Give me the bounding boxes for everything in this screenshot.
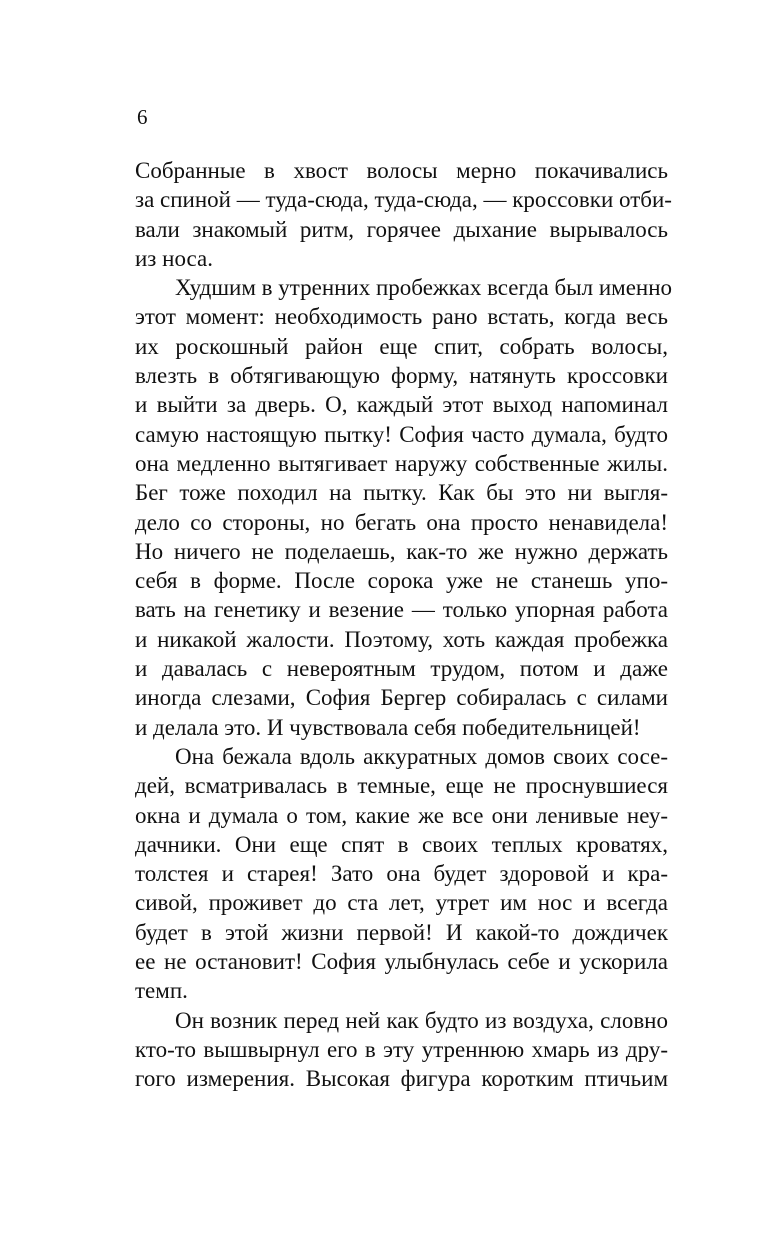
text-line: темп. — [135, 978, 188, 1004]
text-line: их роскошный район еще спит, собрать волосы, — [135, 333, 668, 359]
text-line: Собранные в хвост волосы мерно покачивались — [135, 158, 668, 183]
paragraph — [135, 156, 672, 273]
text-line: Худшим в утренних пробежках всегда был именно — [175, 275, 673, 301]
text-line: Но ничего не поделаешь, как-то же нужно держать — [135, 538, 668, 564]
text-line: ее не остановит! София улыбнулась себе и ускорила — [135, 949, 668, 975]
body-text — [135, 156, 673, 1094]
page-number: 6 — [137, 105, 148, 129]
text-line: кто-то вышвырнул его в эту утреннюю хмарь из дру- — [135, 1036, 668, 1062]
paragraph — [135, 273, 673, 742]
text-line: Она бежала вдоль аккуратных домов своих сосе- — [175, 743, 668, 769]
text-line: иногда слезами, София Бергер собиралась с силами — [135, 685, 668, 711]
text-line: будет в этой жизни первой! И какой-то дождичек — [135, 919, 668, 945]
text-line: сивой, проживет до ста лет, утрет им нос и всегда — [135, 890, 668, 916]
text-line: и делала это. И чувствовала себя победительницей! — [135, 714, 641, 740]
text-line: она медленно вытягивает наружу собственные жилы. — [135, 450, 668, 476]
text-line: вать на генетику и везение — только упорная работа — [135, 597, 668, 623]
text-line: дей, всматривалась в темные, еще не проснувшиеся — [135, 773, 668, 799]
paragraph — [135, 742, 668, 1006]
paragraph — [135, 1006, 668, 1094]
text-line: вали знакомый ритм, горячее дыхание вырывалось — [135, 216, 668, 242]
text-line: дело со стороны, но бегать она просто ненавидела! — [135, 509, 668, 535]
text-line: из носа. — [135, 245, 213, 271]
text-line: этот момент: необходимость рано встать, когда весь — [135, 304, 668, 330]
text-line: самую настоящую пытку! София часто думала, будто — [135, 421, 668, 447]
text-line: влезть в обтягивающую форму, натянуть кроссовки — [135, 363, 668, 389]
text-line: Бег тоже походил на пытку. Как бы это ни выгля- — [135, 480, 668, 506]
text-line: и никакой жалости. Поэтому, хоть каждая пробежка — [135, 626, 668, 652]
text-line: окна и думала о том, какие же все они ленивые неу- — [135, 802, 668, 828]
text-line: себя в форме. После сорока уже не станешь упо- — [135, 568, 668, 594]
text-line: дачники. Они еще спят в своих теплых кроватях, — [135, 831, 668, 857]
text-line: и давалась с невероятным трудом, потом и даже — [135, 656, 668, 682]
text-line: гого измерения. Высокая фигура коротким птичьим — [135, 1066, 668, 1092]
text-line: за спиной — туда-сюда, туда-сюда, — кроссовки отби- — [135, 187, 672, 213]
text-line: Он возник перед ней как будто из воздуха, словно — [175, 1007, 668, 1033]
text-line: толстея и старея! Зато она будет здоровой и кра- — [135, 861, 668, 887]
text-line: и выйти за дверь. О, каждый этот выход напоминал — [135, 392, 668, 418]
